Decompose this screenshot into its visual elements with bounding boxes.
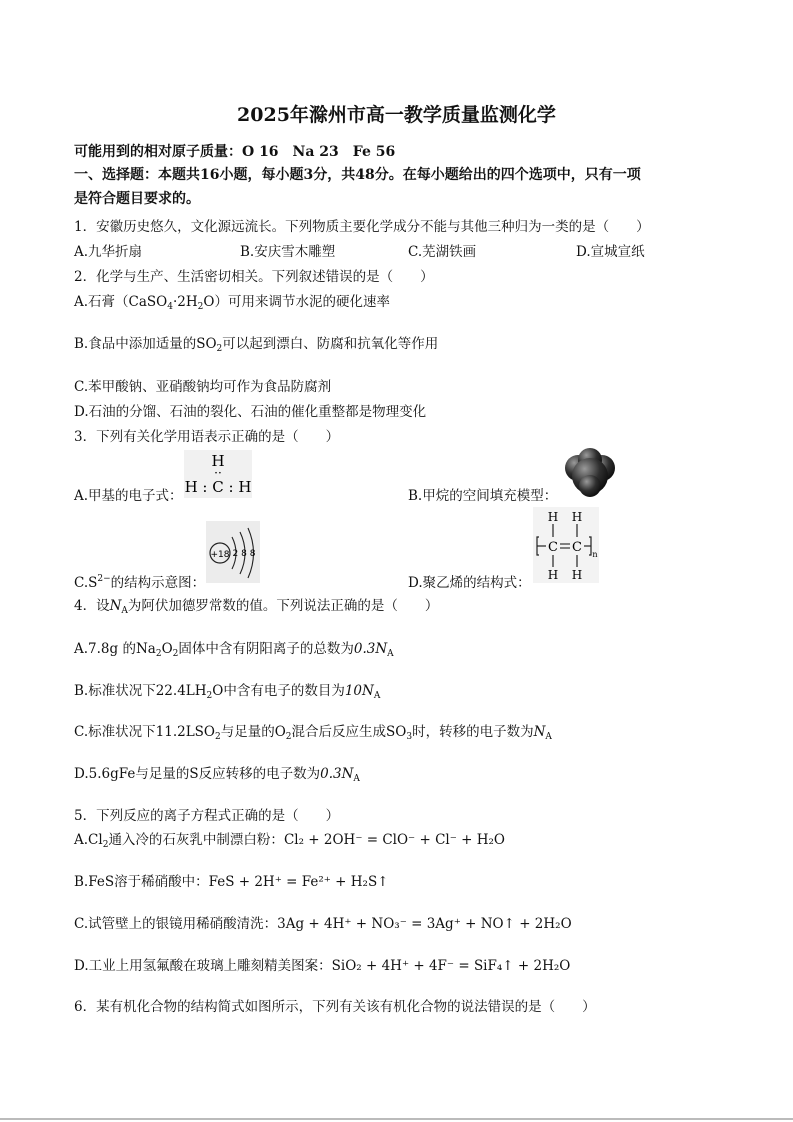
q2-option-a (74, 290, 390, 312)
q4-d-mid: 与足量的S反应转移的电子数为 (135, 766, 321, 782)
page-title: 2025年滁州市高一教学质量监测化学 (237, 104, 556, 126)
fig-c-shells: 2 8 8 (232, 549, 256, 559)
section-instruction-line2: 是符合题目要求的。 (74, 191, 200, 207)
fig-d-c2: C (572, 540, 582, 555)
q5-a-cl-sub: 2 (102, 840, 109, 850)
q4-d-f: 5.6gFe (88, 766, 136, 782)
q5-b-prefix: B.FeS溶于稀硝酸中： (74, 874, 209, 890)
q5-d-equation: SiO₂ + 4H⁺ + 4F⁻ = SiF₄↑ + 2H₂O (331, 958, 571, 974)
q4-b-s: 2 (206, 691, 213, 701)
q4-d-prefix: D. (74, 766, 89, 782)
q6-stem: 6．某有机化合物的结构简式如图所示，下列有关该有机化合物的说法错误的是（ ） (74, 999, 596, 1015)
q2-a-suffix: ）可用来调节水泥的硬化速率 (214, 294, 390, 310)
polyethylene-structure-figure (533, 507, 599, 583)
q2-option-c: C.苯甲酸钠、亚硝酸钠均可作为食品防腐剂 (74, 379, 332, 395)
q4-a-f2: O (161, 641, 173, 657)
q4-b-val: 10N (344, 683, 374, 699)
q2-a-sub2: 2 (197, 302, 204, 312)
q4-na: N (109, 598, 122, 614)
q4-d-val: 0.3N (320, 766, 354, 782)
q4-a-val: 0.3N (353, 641, 388, 657)
q4-b-o: O (212, 683, 224, 699)
q4-option-d (74, 762, 360, 784)
q1-option-b: B.安庆雪木雕塑 (240, 244, 336, 260)
methyl-electron-formula-figure (184, 450, 252, 498)
q2-a-formula: CaSO (128, 294, 168, 310)
q4-b-prefix: B.标准状况下 (74, 683, 156, 699)
q2-b-formula: SO (196, 336, 217, 352)
q2-a-prefix: A.石膏（ (74, 294, 129, 310)
q4-option-b (74, 679, 380, 701)
q4-b-val-sub: A (373, 691, 381, 701)
fig-a-row: H : C : H (184, 478, 252, 496)
q4-c-o: O (274, 724, 286, 740)
q4-na-sub: A (121, 606, 128, 616)
q2-option-d: D.石油的分馏、石油的裂化、石油的催化重整都是物理变化 (74, 404, 427, 420)
q4-a-prefix: A.7.8g 的 (74, 641, 136, 657)
q5-option-a (74, 828, 505, 850)
q2-a-dot: ·2H (172, 294, 198, 310)
q3-c-suffix: 的结构示意图： (110, 575, 206, 591)
q4-d-val-sub: A (353, 774, 360, 784)
q2-a-o: O (203, 294, 215, 310)
q4-option-c (74, 720, 552, 742)
q4-c-s3: 3 (406, 732, 413, 742)
q4-c-f: 11.2LSO (155, 724, 215, 740)
q5-option-c (74, 912, 572, 932)
q4-c-prefix: C.标准状况下 (74, 724, 156, 740)
q4-a-s2: 2 (172, 649, 179, 659)
fig-a-dots: ·· (214, 466, 222, 480)
atomic-mass-note: 可能用到的相对原子质量：O 16 Na 23 Fe 56 (74, 144, 396, 160)
q4-a-mid: 固体中含有阴阳离子的总数为 (178, 641, 354, 657)
q5-a-cl: Cl (88, 832, 103, 848)
fig-d-c1: C (548, 540, 558, 555)
q4-c-mid3: 时，转移的电子数为 (412, 724, 534, 740)
q4-b-mid: 中含有电子的数目为 (223, 683, 345, 699)
q1-stem: 1．安徽历史悠久，文化源远流长。下列物质主要化学成分不能与其他三种归为一类的是（ ） (74, 219, 650, 235)
q5-b-equation: FeS + 2H⁺ = Fe²⁺ + H₂S↑ (208, 874, 389, 890)
q2-b-prefix: B.食品中添加适量的 (74, 336, 197, 352)
q4-c-s: 2 (214, 732, 221, 742)
q2-b-sub: 2 (216, 344, 223, 354)
page-bottom-rule (0, 1118, 793, 1120)
sulfide-ion-structure-diagram-figure (206, 521, 260, 583)
q5-option-d (74, 954, 570, 974)
q3-option-d: D.聚乙烯的结构式： (408, 575, 531, 591)
q4-c-mid2: 混合后反应生成 (291, 724, 387, 740)
q5-a-mid: 通入冷的石灰乳中制漂白粉： (108, 832, 284, 848)
q1-option-c: C.芜湖铁画 (408, 244, 477, 260)
fig-d-h4: H (571, 568, 583, 582)
q4-c-mid1: 与足量的 (220, 724, 275, 740)
q4-a-val-sub: A (387, 649, 394, 659)
fig-d-h2: H (571, 510, 583, 524)
q3-c-charge: 2− (97, 574, 111, 584)
q4-option-a (74, 637, 394, 659)
q5-option-b (74, 870, 389, 890)
q5-d-prefix: D.工业上用氢氟酸在玻璃上雕刻精美图案： (74, 958, 332, 974)
q4-stem-prefix: 4．设 (74, 598, 110, 614)
section-instruction-line1: 一、选择题：本题共16小题，每小题3分，共48分。在每小题给出的四个选项中，只有一项 (74, 167, 641, 183)
q3-option-a: A.甲基的电子式： (74, 488, 183, 504)
q1-option-a: A.九华折扇 (74, 244, 143, 260)
q5-a-equation: Cl₂ + 2OH⁻ = ClO⁻ + Cl⁻ + H₂O (283, 832, 505, 848)
fig-d-n: n (592, 550, 598, 559)
q4-a-s1: 2 (155, 649, 162, 659)
fig-d-h1: H (547, 510, 559, 524)
q4-c-os: 2 (285, 732, 292, 742)
q3-option-b: B.甲烷的空间填充模型： (408, 488, 558, 504)
fig-c-nucleus: +18 (210, 550, 230, 560)
q4-stem (74, 594, 438, 616)
q2-stem: 2．化学与生产、生活密切相关。下列叙述错误的是（ ） (74, 269, 434, 285)
q5-a-prefix: A. (74, 832, 89, 848)
q4-stem-suffix: 为阿伏加德罗常数的值。下列说法正确的是（ ） (127, 598, 439, 614)
q3-stem: 3．下列有关化学用语表示正确的是（ ） (74, 429, 340, 445)
methane-h-ball-bottom (579, 475, 601, 497)
q2-b-suffix: 可以起到漂白、防腐和抗氧化等作用 (222, 336, 439, 352)
q5-stem: 5．下列反应的离子方程式正确的是（ ） (74, 808, 340, 824)
fig-d-h3: H (547, 568, 559, 582)
fig-a-h-top: H (211, 452, 225, 470)
q3-c-ion: S (88, 575, 98, 591)
q4-c-val: N (533, 724, 546, 740)
q2-option-b (74, 332, 438, 354)
q5-c-prefix: C.试管壁上的银镜用稀硝酸清洗： (74, 916, 278, 932)
q1-option-d: D.宣城宣纸 (576, 244, 645, 260)
q4-c-so3: SO (386, 724, 407, 740)
q4-a-f1: Na (135, 641, 156, 657)
q3-option-c (74, 571, 205, 591)
q3-c-prefix: C. (74, 575, 89, 591)
methane-space-filling-model-figure (560, 446, 620, 498)
q5-c-equation: 3Ag + 4H⁺ + NO₃⁻ = 3Ag⁺ + NO↑ + 2H₂O (277, 916, 572, 932)
q4-b-f: 22.4LH (155, 683, 207, 699)
q2-a-sub1: 4 (167, 302, 173, 312)
q4-c-val-sub: A (545, 732, 552, 742)
